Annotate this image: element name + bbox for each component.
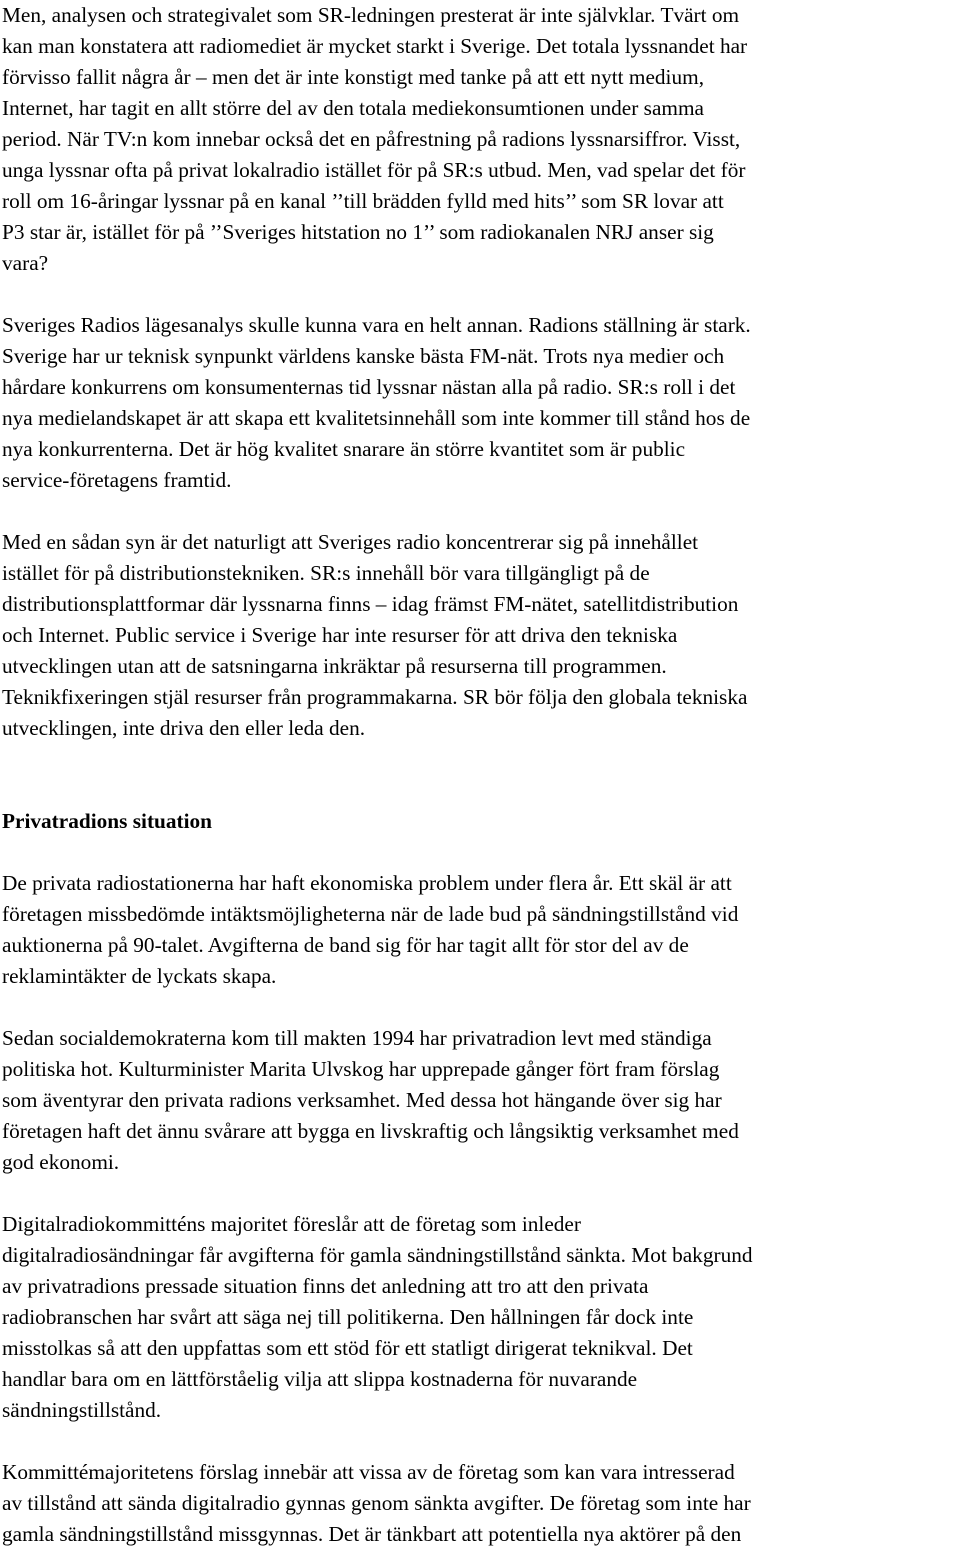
section-spacer: [2, 744, 958, 775]
document-page: [2, 0, 958, 1550]
paragraph-committee-majority: Digitalradiokommitténs majoritet föreslår att de företag som inleder digitalradiosändningar får avgifterna för gamla sändningstillstånd sänkta. Mot bakgrund av privatradions pressade situation finns det anledning att tro att den privata radiobranschen har svårt att säga nej till politikerna. Den hållningen får dock inte misstolkas så att den uppfattas som ett stöd för ett statligt dirigerat teknikval. Det handlar bara om en lättförståelig vilja att slippa kostnaderna för nuvarande sändningstillstånd.: [2, 1212, 753, 1422]
paragraph-committee-proposal: Kommittémajoritetens förslag innebär att vissa av de företag som kan vara intresserad av tillstånd att sända digitalradio gynnas genom sänkta avgifter. De företag som inte har gamla sändningstillstånd missgynnas. Det är tänkbart att potentiella nya aktörer på den: [2, 1460, 751, 1546]
paragraph-sr-position: Sveriges Radios lägesanalys skulle kunna vara en helt annan. Radions ställning är stark. Sverige har ur teknisk synpunkt världens kanske bästa FM-nät. Trots nya medier och hårdare konkurrens om konsumenternas tid lyssnar nästan alla på radio. SR:s roll i det nya medielandskapet är att skapa ett kvalitetsinnehåll som inte kommer till stånd hos de nya konkurrenterna. Det är hög kvalitet snarare än större kvantitet som är public service-företagens framtid.: [2, 313, 751, 492]
paragraph-content-focus: Med en sådan syn är det naturligt att Sveriges radio koncentrerar sig på innehållet istället för på distributionstekniken. SR:s innehåll bör vara tillgängligt på de distributionsplattformar där lyssnarna finns – idag främst FM-nätet, satellitdistribution och Internet. Public service i Sverige har inte resurser för att driva den tekniska utvecklingen utan att de satsningarna inkräktar på resurserna till programmen. Teknikfixeringen stjäl resurser från programmakarna. SR bör följa den globala tekniska utvecklingen, inte driva den eller leda den.: [2, 530, 748, 740]
paragraph-analysis: Men, analysen och strategivalet som SR-ledningen presterat är inte självklar. Tvärt om kan man konstatera att radiomediet är mycket starkt i Sverige. Det totala lyssnandet har förvisso fallit några år – men det är inte konstigt med tanke på att ett nytt medium, Internet, har tagit en allt större del av den totala mediekonsumtionen under samma period. När TV:n kom innebar också det en påfrestning på radions lyssnarsiffror. Visst, unga lyssnar ofta på privat lokalradio istället för på SR:s utbud. Men, vad spelar det för roll om 16-åringar lyssnar på en kanal ’’till brädden fylld med hits’’ som SR lovar att P3 star är, istället för på ’’Sveriges hitstation no 1’’ som radiokanalen NRJ anser sig vara?: [2, 3, 748, 275]
section-spacer: [2, 775, 958, 806]
paragraph-economic-problems: De privata radiostationerna har haft ekonomiska problem under flera år. Ett skäl är att företagen missbedömde intäktsmöjligheterna när de lade bud på sändningstillstånd vid auktionerna på 90-talet. Avgifterna de band sig för har tagit allt för stor del av de reklamintäkter de lyckats skapa.: [2, 871, 739, 988]
paragraph-political-threats: Sedan socialdemokraterna kom till makten 1994 har privatradion levt med ständiga politiska hot. Kulturminister Marita Ulvskog har upprepade gånger fört fram förslag som äventyrar den privata radions verksamhet. Med dessa hot hängande över sig har företagen haft det ännu svårare att bygga en livskraftig och långsiktig verksamhet med god ekonomi.: [2, 1026, 739, 1174]
section-heading: Privatradions situation: [2, 809, 213, 833]
